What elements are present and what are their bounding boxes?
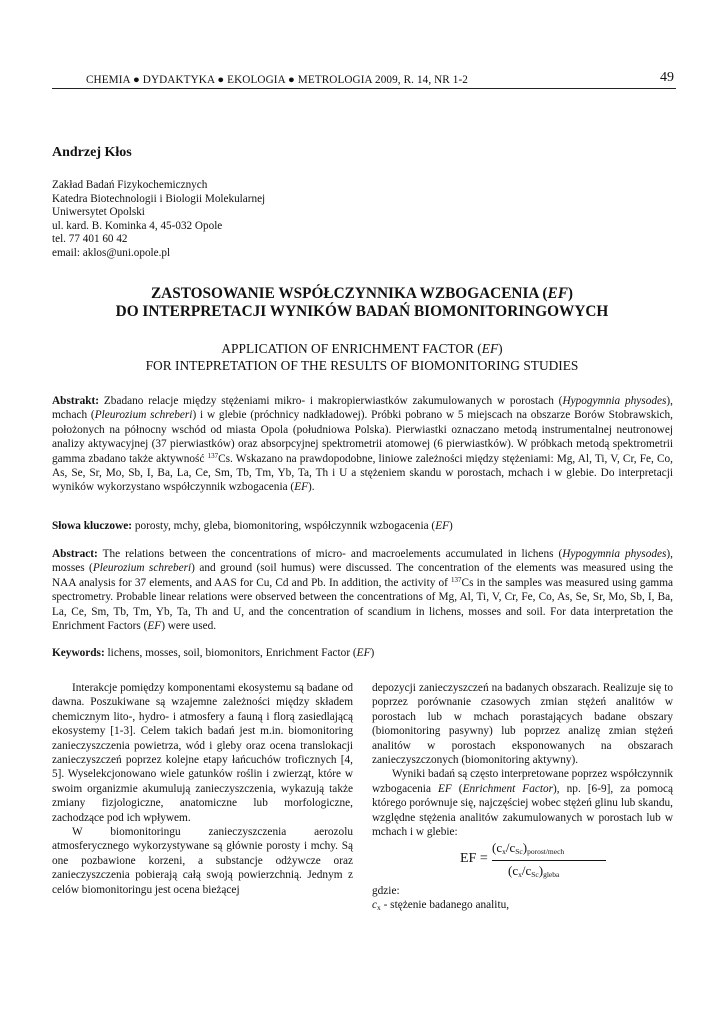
- affiliation-block: [52, 179, 265, 261]
- header-rule: [52, 88, 676, 89]
- affiliation-line: Katedra Biotechnologii i Biologii Molekularnej: [52, 192, 266, 205]
- title-polish-line1: ZASTOSOWANIE WSPÓŁCZYNNIKA WZBOGACENIA (EF): [150, 285, 574, 302]
- affiliation-line: Uniwersytet Opolski: [52, 206, 145, 219]
- enrichment-factor-formula: [372, 840, 673, 883]
- abstract-english: Abstract: The relations between the concentrations of micro- and macroelements accumulated in lichens (Hypogymnia physodes), mosses (Pleurozium schreberi) and ground (soil humus) were discussed. The concentration of the elements was measured using the NAA analysis for 37 elements, and AAS for Cu, Cd and Pb. In addition, the activity of $^{137}$Cs in the samples was measured using gamma spectrometry. Probable linear relations were observed between the concentrations of Mg, Al, Ti, V, Cr, Fe, Co, As, Se, Sr, Mo, Sb, I, Ba, La, Ce, Sm, Tb, Tm, Yb, Ta, Th and U, and the concentration of scandium in lichens, mosses and soil. For data interpretation the Enrichment Factors (EF) were used.: [52, 548, 674, 633]
- affiliation-line: tel. 77 401 60 42: [52, 233, 128, 246]
- keywords-english: Keywords: lichens, mosses, soil, biomonitors, Enrichment Factor (EF): [52, 647, 375, 659]
- body-paragraph: Wyniki badań są często interpretowane poprzez współczynnik wzbogacenia EF (Enrichment Factor), np. [6-9], za pomocą którego porównuje się, najczęściej wobec stężeń glinu lub skandu, względne stężenia analitów zakumulowanych w porostach lub w mchach i w glebie:: [372, 768, 674, 839]
- title-english-line2: FOR INTEPRETATION OF THE RESULTS OF BIOMONITORING STUDIES: [145, 358, 579, 373]
- title-english: [52, 340, 672, 374]
- body-column-left: [52, 681, 353, 897]
- body-paragraph: depozycji zanieczyszczeń na badanych obszarach. Realizuje się to poprzez porównanie czasowych zmian stężeń analitów w porostach lub w mchach porastających badane obszary (biomonitoring pasywny) lub poprzez analizę zmian stężeń analitów w porostach eksponowanych na obszarach zanieczyszczonych (biomonitoring aktywny).: [372, 682, 673, 767]
- abstract-polish: Abstrakt: Zbadano relacje między stężeniami mikro- i makropierwiastków zakumulowanych w porostach (Hypogymnia physodes), mchach (Pleurozium schreberi) i w glebie (próchnicy nadkładowej). Próbki pobrano w 5 miejscach na obszarze Borów Stobrawskich, położonych na północny wschód od miasta Opola (południowa Polska). Pierwiastki oznaczano metodą instrumentalnej neutronowej analizy aktywacyjnej (37 pierwiastków) oraz absorpcyjnej spektrometrii atomowej (6 pierwiastków). W próbkach metodą spektrometrii gamma zbadano także aktywność $^{137}$Cs. Wskazano na prawdopodobne, liniowe zależności między stężeniami: Mg, Al, Ti, V, Cr, Fe, Co, As, Se, Sr, Mo, Sb, I, Ba, La, Ce, Sm, Tb, Tm, Yb, Ta, Th i U a stężeniem skandu w porostach, mchach i w glebie. Do interpretacji wyników wykorzystano współczynnik wzbogacenia (EF).: [52, 395, 673, 494]
- variable-definition: $c_x$ - stężenie badanego analitu,: [372, 899, 510, 913]
- title-polish-line2: DO INTERPRETACJI WYNIKÓW BADAŃ BIOMONITORINGOWYCH: [115, 303, 609, 320]
- formula-numerator: $(c_x/c_{Sc})_{porost/mech}$: [492, 840, 565, 856]
- title-english-line1: APPLICATION OF ENRICHMENT FACTOR (EF): [221, 341, 503, 356]
- affiliation-email: email: aklos@uni.opole.pl: [52, 246, 171, 259]
- formula-denominator: $(c_x/c_{Sc})_{gleba}$: [508, 863, 560, 879]
- body-paragraph: W biomonitoringu zanieczyszczenia aerozolu atmosferycznego wykorzystywane są głównie porosty i mchy. Są one pozbawione korzeni, a substancje odżywcze oraz zanieczyszczenia pobierają całą swoją powierzchnią. Jednym z celów biomonitoringu jest ocena bieżącej: [52, 826, 353, 896]
- journal-header: CHEMIA ● DYDAKTYKA ● EKOLOGIA ● METROLOGIA 2009, R. 14, NR 1-2: [86, 74, 468, 86]
- fraction-bar: [492, 860, 606, 861]
- running-header: [52, 70, 676, 90]
- page-number: 49: [660, 70, 674, 85]
- affiliation-line: ul. kard. B. Kominka 4, 45-032 Opole: [52, 219, 223, 232]
- body-column-right: [372, 681, 673, 839]
- title-polish: [52, 285, 672, 321]
- keywords-polish: Słowa kluczowe: porosty, mchy, gleba, biomonitoring, współczynnik wzbogacenia (EF): [52, 520, 453, 532]
- author-name: Andrzej Kłos: [52, 145, 132, 160]
- body-paragraph: Interakcje pomiędzy komponentami ekosystemu są badane od dawna. Poszukiwane są wzajemne zależności między składem chemicznym lito-, hydro- i atmosfery a fauną i florą zasiedlającą ekosystemy [1-3]. Celem takich badań jest m.in. biomonitoring zanieczyszczenia powietrza, wód i gleby oraz ocena translokacji zanieczyszczeń poprzez kolejne etapy łańcuchów troficznych [4, 5]. Wyselekcjonowano wiele gatunków roślin i zwierząt, które w swoim organizmie akumulują zanieczyszczenia, wykazują także zmiany fizjologiczne, anatomiczne lub morfologiczne, zachodzące pod ich wpływem.: [52, 682, 353, 824]
- formula-legend: [372, 884, 673, 913]
- formula-lhs: EF =: [460, 851, 488, 866]
- affiliation-line: Zakład Badań Fizykochemicznych: [52, 179, 208, 191]
- where-label: gdzie:: [372, 885, 400, 897]
